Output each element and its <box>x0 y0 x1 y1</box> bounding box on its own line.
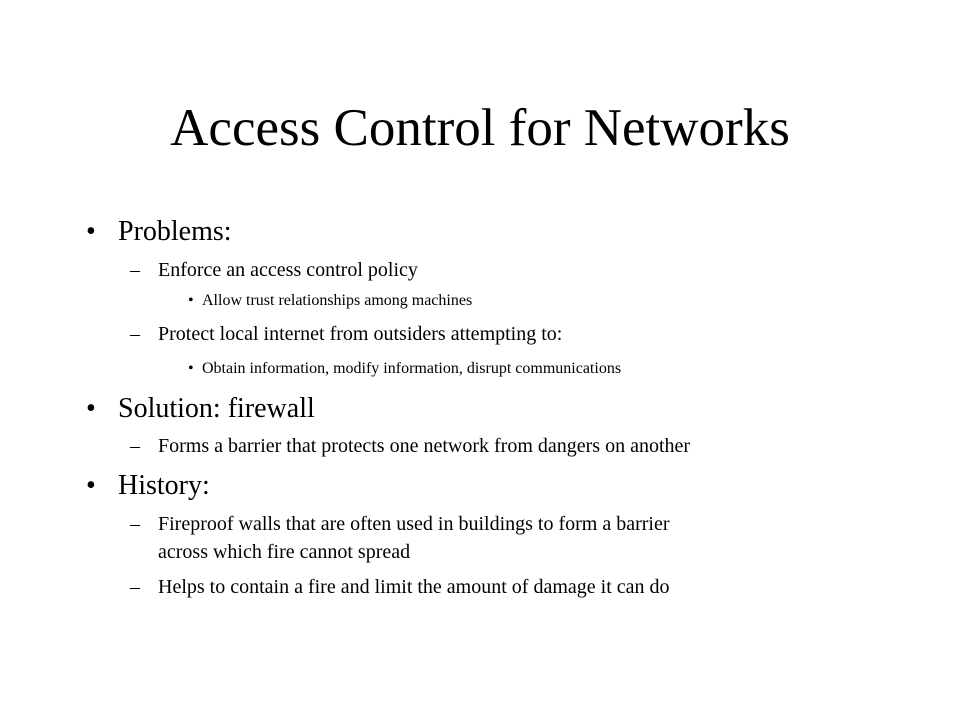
dash-marker: – <box>130 435 140 457</box>
sub-item-text: Enforce an access control policy <box>158 259 418 281</box>
bullet-label: History: <box>118 470 210 501</box>
dash-marker: – <box>130 576 140 598</box>
bullet-marker: • <box>86 470 96 501</box>
sub-sub-item-text: Allow trust relationships among machines <box>202 292 473 309</box>
dash-marker: – <box>130 259 140 281</box>
bullet-marker: • <box>86 393 96 424</box>
bullet-label: Solution: firewall <box>118 393 315 424</box>
sub-item-text-line1: Fireproof walls that are often used in buildings to form a barrier <box>158 513 670 535</box>
sub-item-text: Forms a barrier that protects one network from dangers on another <box>158 435 691 457</box>
sub-item-text: Helps to contain a fire and limit the amount of damage it can do <box>158 576 670 598</box>
sub-sub-item-text: Obtain information, modify information, disrupt communications <box>202 360 622 377</box>
bullet-marker: • <box>86 216 96 247</box>
sub-item-text-line2: across which fire cannot spread <box>158 541 411 563</box>
dash-marker: – <box>130 513 140 535</box>
dash-marker: – <box>130 323 140 345</box>
bullet-marker: • <box>188 292 194 309</box>
slide-title: Access Control for Networks <box>170 99 790 157</box>
sub-item-text: Protect local internet from outsiders attempting to: <box>158 323 563 345</box>
bullet-marker: • <box>188 360 194 377</box>
bullet-label: Problems: <box>118 216 232 247</box>
